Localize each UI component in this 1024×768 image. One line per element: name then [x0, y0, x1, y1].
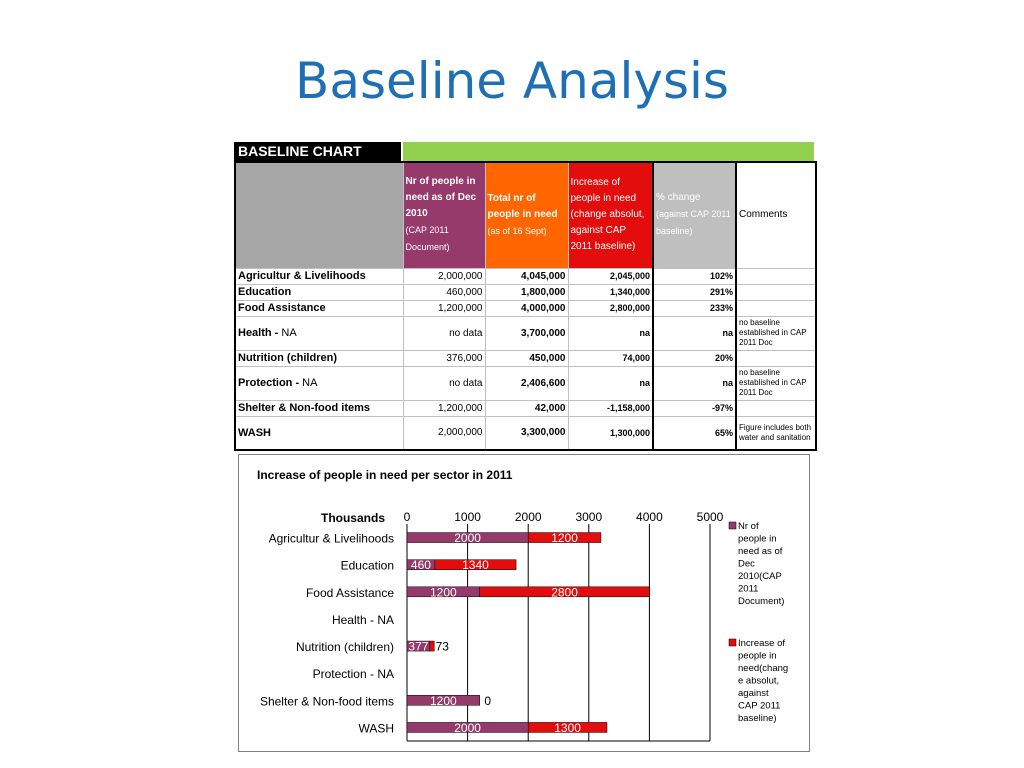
- chart-title: Increase of people in need per sector in 2011: [257, 468, 513, 482]
- comment-cell: no baseline established in CAP 2011 Doc: [736, 316, 816, 350]
- nr-cell: 376,000: [403, 350, 485, 366]
- pct-cell: 233%: [653, 300, 736, 316]
- baseline-banner: [234, 142, 814, 161]
- comment-cell: no baseline established in CAP 2011 Doc: [736, 366, 816, 400]
- table-row: [235, 416, 816, 450]
- pct-cell: na: [653, 316, 736, 350]
- comment-cell: [736, 400, 816, 416]
- header-total-need: Total nr of people in need (as of 16 Sept): [485, 162, 568, 268]
- data-label: 2800: [551, 585, 578, 600]
- sector-cell: Protection - NA: [235, 366, 403, 400]
- pct-cell: 102%: [653, 268, 736, 284]
- pct-cell: 291%: [653, 284, 736, 300]
- category-label: Health - NA: [331, 612, 394, 627]
- legend-swatch: [729, 522, 736, 529]
- legend-label: Increase of people in need(chang e absolut, against CAP 2011 baseline): [738, 638, 789, 724]
- pct-cell: 65%: [653, 416, 736, 450]
- sector-cell: Nutrition (children): [235, 350, 403, 366]
- data-label: 2000: [454, 720, 481, 735]
- increase-cell: 1,300,000: [568, 416, 653, 450]
- increase-cell: na: [568, 366, 653, 400]
- data-label: 1200: [430, 693, 457, 708]
- data-label: 73: [435, 639, 449, 654]
- increase-cell: 1,340,000: [568, 284, 653, 300]
- comment-cell: [736, 284, 816, 300]
- baseline-table: [234, 161, 817, 451]
- x-tick-label: 0: [403, 510, 411, 524]
- total-cell: 2,406,600: [485, 366, 568, 400]
- nr-cell: 1,200,000: [403, 400, 485, 416]
- comment-cell: [736, 300, 816, 316]
- increase-cell: -1,158,000: [568, 400, 653, 416]
- legend-label: Nr of people in need as of Dec 2010(CAP 2011 Document): [738, 521, 785, 607]
- x-tick-label: 1000: [454, 510, 481, 524]
- total-cell: 4,045,000: [485, 268, 568, 284]
- data-label: 377: [408, 639, 429, 654]
- increase-cell: 74,000: [568, 350, 653, 366]
- increase-cell: 2,045,000: [568, 268, 653, 284]
- nr-cell: 460,000: [403, 284, 485, 300]
- data-label: 460: [410, 558, 431, 573]
- increase-cell: na: [568, 316, 653, 350]
- category-label: WASH: [358, 721, 394, 736]
- nr-cell: 2,000,000: [403, 268, 485, 284]
- table-row: [235, 268, 816, 284]
- sector-cell: Shelter & Non-food items: [235, 400, 403, 416]
- table-row: [235, 350, 816, 366]
- sector-cell: WASH: [235, 416, 403, 450]
- comment-cell: Figure includes both water and sanitation: [736, 416, 816, 450]
- category-label: Shelter & Non-food items: [259, 694, 394, 709]
- x-tick-label: 2000: [514, 510, 542, 524]
- increase-cell: 2,800,000: [568, 300, 653, 316]
- comment-cell: [736, 350, 816, 366]
- nr-cell: 1,200,000: [403, 300, 485, 316]
- sector-cell: Health - NA: [235, 316, 403, 350]
- table-row: [235, 300, 816, 316]
- header-comments: Comments: [736, 162, 816, 268]
- total-cell: 450,000: [485, 350, 568, 366]
- comment-cell: [736, 268, 816, 284]
- banner-green-bar: [403, 142, 814, 161]
- table-row: [235, 366, 816, 400]
- table-body: [235, 268, 816, 450]
- category-label: Education: [340, 558, 394, 573]
- header-pct-change: % change (against CAP 2011 baseline): [653, 162, 736, 268]
- category-label: Food Assistance: [305, 585, 394, 600]
- data-label: 1340: [462, 558, 489, 573]
- legend-swatch: [729, 639, 736, 646]
- category-label: Nutrition (children): [295, 640, 394, 655]
- total-cell: 4,000,000: [485, 300, 568, 316]
- category-label: Agricultur & Livelihoods: [268, 531, 394, 546]
- x-tick-label: 4000: [636, 510, 663, 524]
- table-row: [235, 316, 816, 350]
- sector-cell: Food Assistance: [235, 300, 403, 316]
- pct-cell: na: [653, 366, 736, 400]
- pct-cell: -97%: [653, 400, 736, 416]
- total-cell: 42,000: [485, 400, 568, 416]
- table-header-row: [235, 162, 816, 268]
- pct-cell: 20%: [653, 350, 736, 366]
- bar-increase: [430, 641, 434, 651]
- bar-chart-svg: [239, 455, 809, 751]
- header-nr-people: Nr of people in need as of Dec 2010 (CAP 2011 Document): [403, 162, 485, 268]
- nr-cell: no data: [403, 316, 485, 350]
- slide-title: Baseline Analysis: [295, 52, 729, 110]
- nr-cell: 2,000,000: [403, 416, 485, 450]
- data-label: 1200: [430, 585, 457, 600]
- sector-cell: Agricultur & Livelihoods: [235, 268, 403, 284]
- total-cell: 3,700,000: [485, 316, 568, 350]
- bar-chart: [238, 454, 810, 752]
- data-label: 0: [484, 693, 492, 708]
- total-cell: 3,300,000: [485, 416, 568, 450]
- nr-cell: no data: [403, 366, 485, 400]
- total-cell: 1,800,000: [485, 284, 568, 300]
- banner-label: BASELINE CHART: [234, 142, 401, 161]
- table-row: [235, 400, 816, 416]
- data-label: 2000: [454, 531, 481, 546]
- data-label: 1300: [554, 720, 581, 735]
- header-blank-cell: [235, 162, 403, 268]
- x-tick-label: 3000: [575, 510, 603, 524]
- data-label: 1200: [551, 531, 578, 546]
- sector-cell: Education: [235, 284, 403, 300]
- table-row: [235, 284, 816, 300]
- x-axis-label: Thousands: [320, 511, 385, 525]
- header-increase: Increase of people in need (change absolut, against CAP 2011 baseline): [568, 162, 653, 268]
- category-label: Protection - NA: [312, 667, 394, 682]
- x-tick-label: 5000: [696, 510, 724, 524]
